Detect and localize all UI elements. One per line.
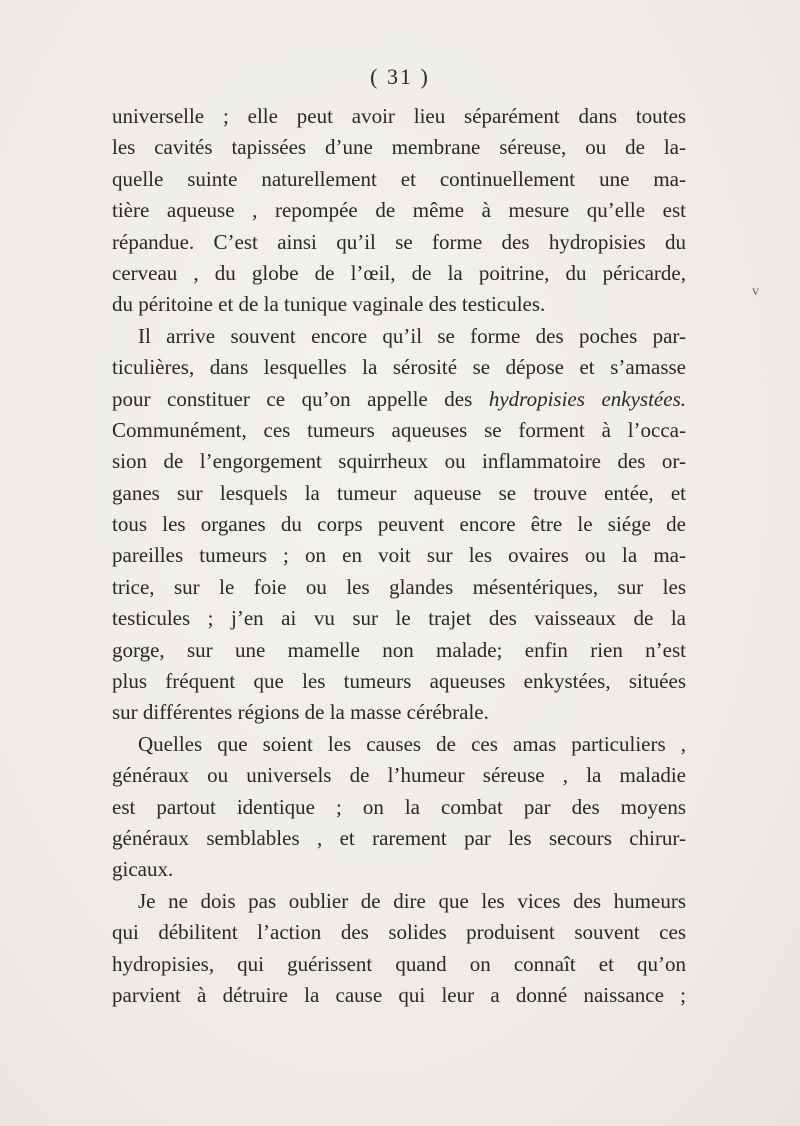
text-line: plus fréquent que les tumeurs aqueuses enkystées, situées (112, 669, 686, 694)
text-line: Communément, ces tumeurs aqueuses se forment à l’occa- (112, 417, 686, 442)
text-line: tière aqueuse , repompée de même à mesure qu’elle est (112, 198, 686, 223)
text-line: trice, sur le foie ou les glandes mésentériques, sur les (112, 574, 686, 599)
italic-term: hydropisies enkystées. (488, 386, 686, 411)
text-line: sur différentes régions de la masse cérébrale. (112, 700, 489, 725)
margin-mark: v (752, 284, 759, 299)
text-line: sion de l’engorgement squirrheux ou inflammatoire des or- (112, 449, 686, 474)
text-run: pour constituer ce qu’on appelle des (112, 386, 489, 411)
text-line: Je ne dois pas oublier de dire que les vices des humeurs (138, 888, 686, 913)
text-line: gorge, sur une mamelle non malade; enfin rien n’est (112, 637, 686, 662)
body-text (112, 101, 686, 1011)
text-line: qui débilitent l’action des solides produisent souvent ces (112, 920, 686, 945)
text-line: généraux semblables , et rarement par les secours chirur- (112, 825, 686, 850)
text-line: les cavités tapissées d’une membrane séreuse, ou de la- (112, 135, 686, 160)
page-number: ( 31 ) (370, 64, 430, 89)
text-line: gicaux. (112, 857, 174, 882)
text-line: pareilles tumeurs ; on en voit sur les ovaires ou la ma- (112, 543, 686, 568)
text-line: Quelles que soient les causes de ces amas particuliers , (138, 731, 686, 756)
text-line: ticulières, dans lesquelles la sérosité se dépose et s’amasse (112, 355, 686, 380)
text-line: est partout identique ; on la combat par des moyens (112, 794, 686, 819)
text-line: tous les organes du corps peuvent encore être le siége de (112, 512, 686, 537)
text-line: universelle ; elle peut avoir lieu séparément dans toutes (112, 104, 686, 128)
text-line-with-italic (112, 384, 686, 415)
text-line: parvient à détruire la cause qui leur a donné naissance ; (112, 982, 686, 1007)
text-line: répandue. C’est ainsi qu’il se forme des hydropisies du (112, 229, 686, 254)
text-line: généraux ou universels de l’humeur séreuse , la maladie (112, 763, 686, 788)
text-line: hydropisies, qui guérissent quand on connaît et qu’on (112, 951, 686, 976)
text-line: du péritoine et de la tunique vaginale des testicules. (112, 292, 546, 317)
text-line: Il arrive souvent encore qu’il se forme des poches par- (138, 323, 686, 348)
text-line: quelle suinte naturellement et continuellement une ma- (112, 166, 686, 191)
text-line: ganes sur lesquels la tumeur aqueuse se trouve entée, et (112, 480, 686, 505)
text-line: cerveau , du globe de l’œil, de la poitrine, du péricarde, (112, 260, 686, 285)
text-line: testicules ; j’en ai vu sur le trajet des vaisseaux de la (112, 606, 686, 631)
